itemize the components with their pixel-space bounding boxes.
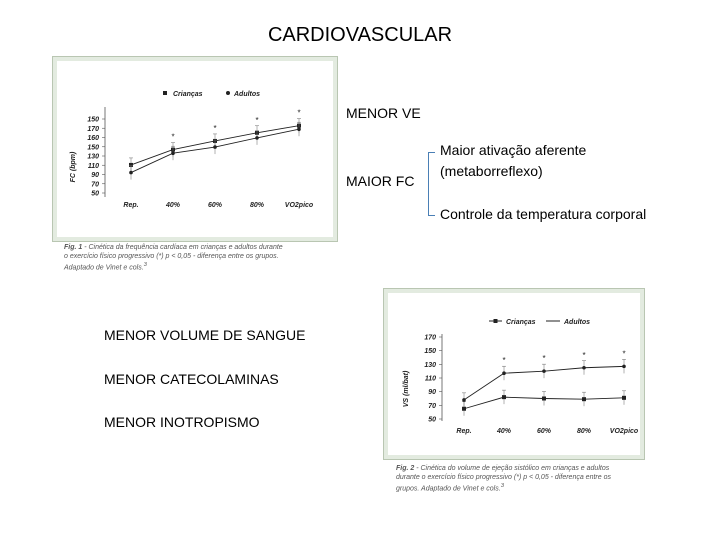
data-point (622, 365, 626, 369)
significance-asterisk: * (297, 108, 301, 118)
figure-2-caption (396, 464, 646, 493)
figure-1-caption-ref: 3 (143, 262, 147, 268)
x-tick-label: 80% (576, 428, 592, 435)
y-tick-label: 90 (428, 389, 436, 397)
label-ativacao-line1: Maior ativação aferente (440, 142, 587, 158)
figure-2-caption-line3: grupos. Adaptado de Vinet e cols. (396, 485, 501, 493)
label-menor-ve: MENOR VE (346, 105, 421, 121)
legend-label-criancas: Crianças (173, 91, 203, 98)
figure-2-caption-line2: durante o exercício físico progressivo (*) p < 0,05 - diferença entre os (396, 474, 611, 481)
slide-title: CARDIOVASCULAR (267, 24, 453, 46)
x-tick-label: Rep. (456, 428, 472, 435)
y-tick-label: 130 (87, 153, 99, 161)
figure-2-caption-prefix: Fig. 2 (396, 465, 415, 472)
data-point (542, 369, 546, 373)
x-tick-label: VO2pico (284, 202, 314, 209)
y-tick-label: 150 (87, 144, 99, 152)
data-point (582, 397, 586, 401)
significance-asterisk: * (622, 349, 626, 359)
data-point (502, 395, 506, 399)
label-menor-catecolaminas: MENOR CATECOLAMINAS (104, 371, 279, 387)
figure-1-caption-prefix: Fig. 1 (64, 244, 83, 251)
y-tick-label: 50 (91, 190, 99, 198)
significance-asterisk: * (213, 123, 217, 133)
significance-asterisk: * (255, 115, 259, 125)
y-tick-label: 170 (87, 125, 99, 133)
data-point (582, 366, 586, 370)
x-tick-label: Rep. (123, 202, 139, 209)
x-tick-label: 60% (207, 202, 223, 209)
label-maior-fc: MAIOR FC (346, 173, 415, 189)
significance-asterisk: * (582, 350, 586, 360)
figure-1-caption-line2: o exercício físico progressivo (*) p < 0,05 - diferença entre os grupos. (64, 253, 279, 260)
figure-1-caption (64, 243, 324, 272)
data-point (542, 397, 546, 401)
data-point (171, 151, 175, 155)
figure-2-panel (383, 288, 645, 460)
label-ativacao-line2: (metaborreflexo) (440, 163, 543, 179)
x-tick-label: 40% (165, 202, 181, 209)
x-tick-label: VO2pico (609, 428, 639, 435)
figure-1-chart (53, 57, 337, 241)
data-point (129, 171, 133, 175)
figure-2-caption-ref: 3 (500, 483, 504, 489)
figure-1-caption-line3: Adaptado de Vinet e cols. (64, 264, 144, 272)
data-point (297, 127, 301, 131)
y-tick-label: 110 (87, 162, 99, 170)
figure-1-panel (52, 56, 338, 242)
figure-2-caption-line1: - Cinética do volume de ejeção sistólico em crianças e adultos (414, 465, 610, 472)
legend-marker-adultos (226, 91, 230, 95)
x-tick-label: 60% (536, 428, 552, 435)
significance-asterisk: * (502, 356, 506, 366)
legend-marker-criancas (494, 319, 498, 323)
data-point (255, 136, 259, 140)
legend-label-criancas: Crianças (506, 319, 536, 326)
legend-label-adultos: Adultos (564, 319, 591, 326)
legend-label-adultos: Adultos (234, 91, 261, 98)
significance-asterisk: * (542, 354, 546, 364)
figure-1-caption-line1: - Cinética da frequência cardíaca em crianças e adultos durante (82, 244, 283, 251)
y-tick-label: 150 (424, 348, 436, 356)
y-tick-label: 170 (424, 334, 436, 342)
y-tick-label: 150 (87, 116, 99, 124)
label-menor-inotropismo: MENOR INOTROPISMO (104, 414, 260, 430)
y-tick-label: 160 (87, 135, 99, 142)
x-tick-label: 80% (249, 202, 265, 209)
data-point (622, 396, 626, 400)
y-tick-label: 50 (428, 416, 436, 424)
data-point (213, 145, 217, 149)
figure-2-chart (384, 289, 644, 459)
y-tick-label: 70 (91, 181, 99, 189)
y-tick-label: 110 (424, 375, 436, 383)
bracket (428, 152, 435, 216)
y-tick-label: 130 (424, 361, 436, 369)
y-tick-label: 90 (91, 172, 99, 179)
y-axis-label: FC (bpm) (70, 151, 77, 183)
y-axis-label: VS (ml/bat) (403, 370, 410, 408)
data-point (462, 407, 466, 411)
data-point (462, 398, 466, 402)
y-tick-label: 70 (428, 402, 436, 410)
x-tick-label: 40% (496, 428, 512, 435)
legend-marker-criancas (163, 91, 167, 95)
significance-asterisk: * (171, 132, 175, 142)
data-point (502, 371, 506, 375)
label-temperatura: Controle da temperatura corporal (440, 206, 647, 222)
label-menor-volume-sangue: MENOR VOLUME DE SANGUE (104, 327, 306, 343)
